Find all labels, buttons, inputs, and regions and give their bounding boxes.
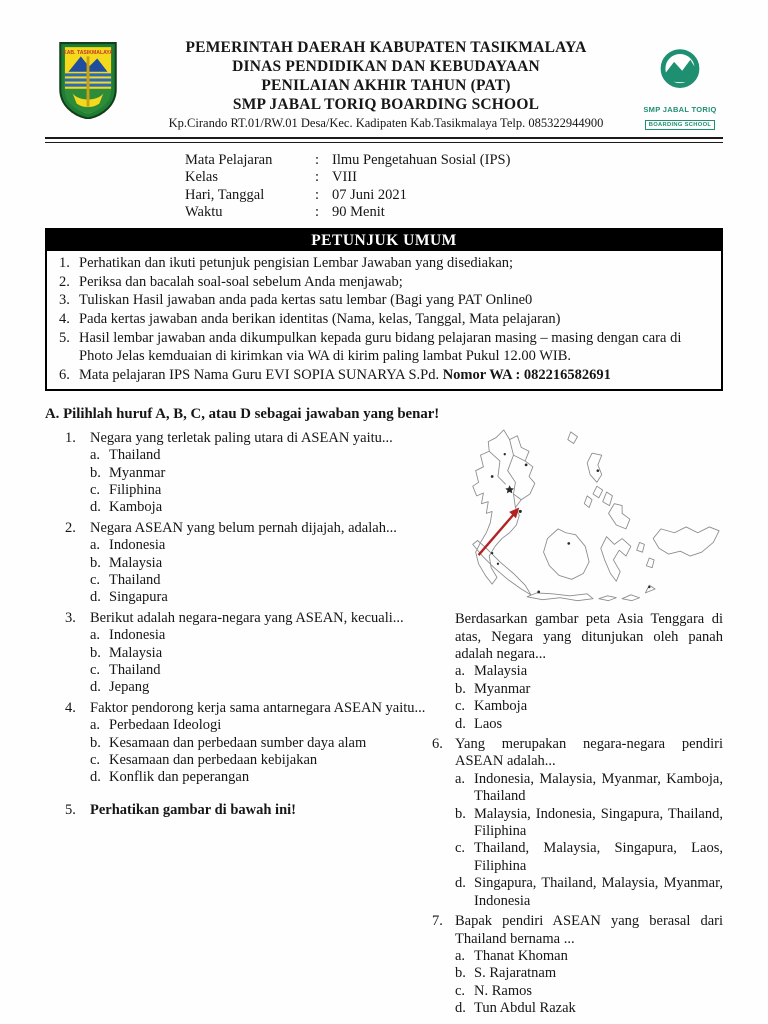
option-letter: b.: [90, 464, 101, 481]
question-number: 7.: [432, 913, 443, 930]
question-2: [45, 520, 432, 607]
option-letter: a.: [90, 717, 101, 734]
option-letter: c.: [90, 481, 101, 498]
option-d: [455, 716, 723, 733]
info-row-class: [185, 169, 723, 186]
option-c: [455, 698, 723, 715]
instruction-text: [79, 254, 713, 273]
option-letter: b.: [90, 734, 101, 751]
header-divider: [45, 137, 723, 143]
header-address-line: Kp.Cirando RT.01/RW.01 Desa/Kec. Kadipaten Kab.Tasikmalaya Telp. 085322944900: [168, 116, 604, 130]
instruction-item: [53, 310, 713, 329]
question-6: [432, 736, 723, 910]
instruction-item: [53, 291, 713, 310]
info-colon: :: [315, 203, 320, 220]
option-text: Kesamaan dan perbedaan sumber daya alam: [109, 734, 367, 751]
info-value: 90 Menit: [332, 203, 385, 220]
option-letter: d.: [455, 875, 466, 892]
document-header: [45, 38, 723, 132]
instruction-number: 5.: [59, 329, 70, 346]
option-a: [455, 771, 723, 806]
instruction-item: [53, 273, 713, 292]
option-a: [455, 948, 723, 965]
instruction-number: 2.: [59, 273, 70, 290]
questions-columns: [45, 427, 723, 1018]
option-d: [455, 875, 723, 910]
option-d: [90, 769, 432, 786]
info-value: 07 Juni 2021: [332, 186, 407, 203]
instruction-item: [53, 254, 713, 273]
option-letter: a.: [455, 663, 466, 680]
exam-info-block: [185, 152, 723, 221]
option-text: Malaysia, Indonesia, Singapura, Thailand, Filiphina: [474, 805, 723, 840]
option-b: [90, 465, 432, 482]
info-label: Kelas: [185, 169, 219, 186]
option-text: Thailand: [109, 447, 161, 464]
option-text: Jepang: [109, 679, 150, 696]
option-letter: a.: [90, 447, 101, 464]
question-number: 5.: [65, 801, 76, 818]
option-letter: c.: [90, 752, 101, 769]
header-government-line: PEMERINTAH DAERAH KABUPATEN TASIKMALAYA: [185, 39, 587, 56]
option-b: [90, 645, 432, 662]
header-department-line: DINAS PENDIDIKAN DAN KEBUDAYAAN: [232, 58, 540, 75]
question-body: [90, 520, 432, 607]
instruction-text: [79, 366, 713, 385]
info-row-date: [185, 187, 723, 204]
option-text: Singapura: [109, 589, 168, 606]
instruction-text-main: Hasil lembar jawaban anda dikumpulkan kepada guru bidang pelajaran masing – masing dengan cara di Photo Jelas kemduaian di kirimkan via WA di kirim paling lambat Pukul 12.00 WIB.: [79, 329, 682, 365]
section-a-heading: A. Pilihlah huruf A, B, C, atau D sebagai jawaban yang benar!: [45, 406, 440, 423]
kabupaten-tasikmalaya-crest-logo: [57, 38, 135, 124]
option-b: [455, 806, 723, 841]
question-number: 4.: [65, 699, 76, 716]
option-letter: d.: [90, 679, 101, 696]
info-label: Mata Pelajaran: [185, 152, 273, 168]
info-colon: :: [315, 186, 320, 203]
option-text: Singapura, Thailand, Malaysia, Myanmar, Indonesia: [474, 875, 723, 909]
option-letter: b.: [90, 554, 101, 571]
option-text: Laos: [474, 715, 503, 732]
option-letter: a.: [455, 770, 466, 787]
info-colon: :: [315, 152, 320, 168]
info-value: VIII: [332, 169, 357, 186]
option-text: Malaysia: [474, 663, 528, 680]
instruction-text-main: Tuliskan Hasil jawaban anda pada kertas satu lembar (Bagi yang PAT Online0: [79, 292, 533, 309]
instruction-text: [79, 291, 713, 310]
option-text: Thailand: [109, 662, 161, 679]
option-letter: a.: [455, 947, 466, 964]
question-number: 6.: [432, 736, 443, 753]
option-letter: a.: [90, 537, 101, 554]
question-text: Negara yang terletak paling utara di ASEAN yaitu...: [90, 429, 393, 446]
option-letter: b.: [455, 680, 466, 697]
option-text: Thailand: [109, 572, 161, 588]
option-text: Indonesia: [109, 537, 166, 554]
info-colon: :: [315, 169, 320, 186]
option-text: N. Ramos: [474, 982, 532, 999]
option-letter: d.: [455, 1000, 466, 1017]
question-body: [455, 736, 723, 910]
instruction-text: [79, 329, 713, 366]
option-text: Kamboja: [474, 698, 528, 715]
option-text: Malaysia: [109, 554, 163, 571]
instruction-number: 3.: [59, 292, 70, 309]
option-text: Kamboja: [109, 499, 163, 516]
questions-column-left: [45, 427, 432, 1018]
info-row-duration: [185, 204, 723, 221]
option-a: [90, 717, 432, 734]
option-d: [90, 679, 432, 696]
question-4: [45, 700, 432, 787]
option-letter: a.: [90, 627, 101, 644]
instruction-number: 6.: [59, 366, 70, 383]
option-letter: b.: [455, 805, 466, 822]
option-b: [90, 555, 432, 572]
question-number: 3.: [65, 609, 76, 626]
question-body: [455, 913, 723, 1017]
info-row-subject: [185, 152, 723, 169]
question-5-map-caption: [455, 611, 723, 733]
option-letter: d.: [455, 715, 466, 732]
option-c: [90, 572, 432, 589]
option-text: Thanat Khoman: [474, 947, 568, 964]
option-c: [455, 840, 723, 875]
option-letter: d.: [90, 769, 101, 786]
question-text: Faktor pendorong kerja sama antarnegara ASEAN yaitu...: [90, 699, 426, 716]
option-letter: c.: [455, 698, 466, 715]
option-text: Kesamaan dan perbedaan kebijakan: [109, 752, 318, 769]
question-text: Berikut adalah negara-negara yang ASEAN, kecuali...: [90, 609, 404, 626]
header-school-line: SMP JABAL TORIQ BOARDING SCHOOL: [232, 96, 540, 113]
question-text: Perhatikan gambar di bawah ini!: [90, 801, 296, 818]
option-text: Tun Abdul Razak: [474, 1000, 576, 1017]
question-number: 2.: [65, 519, 76, 536]
instructions-list: [47, 251, 721, 389]
question-body: [90, 700, 432, 787]
southeast-asia-map-icon: [432, 428, 723, 607]
option-d: [455, 1000, 723, 1017]
header-title-block: [135, 38, 637, 132]
mountain-emblem-icon: [649, 46, 711, 100]
option-text: Perbedaan Ideologi: [109, 717, 222, 734]
instruction-text-bold: Nomor WA : 082216582691: [442, 366, 611, 383]
map-question-text: Berdasarkan gambar peta Asia Tenggara di atas, Negara yang ditunjukan oleh panah adalah negara...: [455, 611, 723, 662]
header-exam-title-line: PENILAIAN AKHIR TAHUN (PAT): [261, 77, 511, 94]
option-c: [90, 752, 432, 769]
question-3: [45, 610, 432, 697]
questions-column-right: [432, 427, 723, 1018]
option-c: [455, 983, 723, 1000]
option-text: Myanmar: [474, 680, 531, 697]
option-letter: b.: [455, 965, 466, 982]
option-text: S. Rajaratnam: [474, 965, 557, 982]
instruction-item: [53, 366, 713, 385]
option-letter: c.: [455, 982, 466, 999]
option-letter: b.: [90, 644, 101, 661]
option-letter: c.: [455, 840, 466, 857]
option-d: [90, 589, 432, 606]
instructions-title: PETUNJUK UMUM: [47, 230, 721, 251]
question-text: Negara ASEAN yang belum pernah dijajah, adalah...: [90, 519, 397, 536]
option-text: Malaysia: [109, 644, 163, 661]
option-letter: d.: [90, 589, 101, 606]
question-5: [45, 802, 432, 819]
question-body: [90, 802, 432, 819]
crest-icon: [57, 41, 119, 119]
southeast-asia-map-figure: [432, 428, 723, 607]
option-c: [90, 482, 432, 499]
svg-text:KAB. TASIKMALAYA: KAB. TASIKMALAYA: [63, 49, 113, 56]
option-letter: d.: [90, 499, 101, 516]
option-text: Konflik dan peperangan: [109, 769, 250, 786]
option-text: Indonesia, Malaysia, Myanmar, Kamboja, Thailand: [474, 770, 723, 805]
instruction-number: 1.: [59, 255, 70, 272]
option-text: Thailand, Malaysia, Singapura, Laos, Filiphina: [474, 840, 723, 874]
question-1: [45, 430, 432, 517]
option-letter: c.: [90, 572, 101, 588]
option-b: [455, 681, 723, 698]
question-text: Bapak pendiri ASEAN yang berasal dari Thailand bernama ...: [455, 913, 723, 947]
instruction-text: [79, 310, 713, 329]
map-arrow: [479, 507, 520, 555]
capital-markers: [491, 453, 651, 593]
info-label: Waktu: [185, 203, 223, 220]
option-a: [90, 537, 432, 554]
instruction-number: 4.: [59, 310, 70, 327]
option-text: Filiphina: [109, 481, 162, 498]
instruction-text-main: Pada kertas jawaban anda berikan identitas (Nama, kelas, Tanggal, Mata pelajaran): [79, 310, 561, 327]
instruction-text: [79, 273, 713, 292]
instruction-text-main: Perhatikan dan ikuti petunjuk pengisian Lembar Jawaban yang disediakan;: [79, 255, 514, 272]
instruction-item: [53, 329, 713, 366]
question-7: [432, 913, 723, 1017]
info-label: Hari, Tanggal: [185, 186, 265, 203]
option-b: [90, 735, 432, 752]
option-a: [90, 447, 432, 464]
question-number: 1.: [65, 429, 76, 446]
option-c: [90, 662, 432, 679]
school-logo-name: SMP JABAL TORIQ: [643, 105, 717, 115]
school-logo: [637, 38, 723, 132]
instruction-text-main: Mata pelajaran IPS Nama Guru EVI SOPIA SUNARYA S.Pd.: [79, 366, 443, 383]
question-text: Yang merupakan negara-negara pendiri ASEAN adalah...: [455, 736, 723, 770]
option-b: [455, 965, 723, 982]
question-body: [90, 430, 432, 517]
info-value: Ilmu Pengetahuan Sosial (IPS): [332, 152, 511, 168]
question-body: [90, 610, 432, 697]
instruction-text-main: Periksa dan bacalah soal-soal sebelum Anda menjawab;: [79, 273, 403, 290]
option-a: [90, 627, 432, 644]
option-text: Myanmar: [109, 464, 166, 481]
instructions-box: [45, 228, 723, 391]
option-d: [90, 499, 432, 516]
school-logo-subtitle: BOARDING SCHOOL: [645, 120, 715, 130]
option-letter: c.: [90, 662, 101, 679]
option-a: [455, 663, 723, 680]
option-text: Indonesia: [109, 627, 166, 644]
